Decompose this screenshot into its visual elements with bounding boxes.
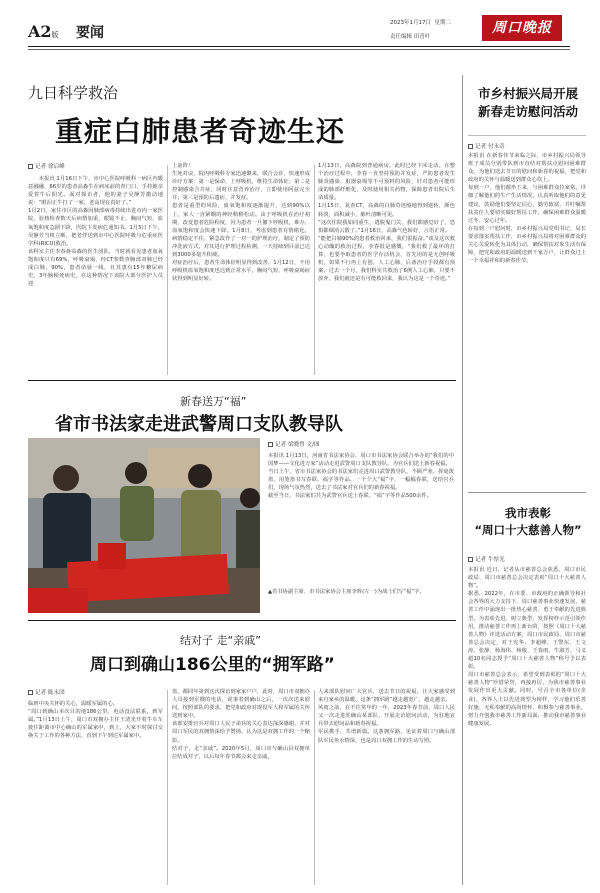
page-header bbox=[0, 0, 600, 65]
art3-body: 本报讯 1月13日，河南省书法家协会、周口市书法家协会联合举办的“我们的中国梦——文化进万家”活动走进武警周口支队教导队，为官兵们送上新春祝福。 当日上午，省市书法家协会的书法家们走进周口武警教导队，不顾严寒，挥毫泼墨，用笔墨书写春联、福字等作品，一个个大“福”字、一幅幅春联，送给官兵们，现场气氛热烈，送去了书法家对官兵们的新春祝福。 截至当日，书法家们共为武警官兵送上春联、“福”字等作品500余件。 bbox=[268, 453, 454, 500]
art3-top-rule bbox=[28, 380, 456, 381]
art3-byline: 记者 梁晓曾 文/图 bbox=[268, 440, 320, 448]
section-title: 要闻 bbox=[76, 25, 104, 41]
art2-rule bbox=[468, 135, 586, 136]
art5-top-rule bbox=[468, 492, 586, 493]
art5-byline: 记者 牛厚光 bbox=[468, 555, 505, 563]
page-editor: 责任编辑 田青叶 bbox=[390, 34, 431, 40]
header-rule-thin bbox=[28, 49, 570, 50]
art4-kicker: 结对子 走“亲戚” bbox=[180, 634, 261, 647]
art1-col2: 上前阵！ 生死对诀，院内呼吸科专家迅速聚来，联合会诊，快速形成诊疗方案：第一是保命，上呼吸机，维持生命体征；第二是控制感染合并症，同时注意营养治疗，立即使用阿兹完全并；第三是预防后遗症、并发症。 患者是重型的风险，血氧饱和度逐渐提升，达到90%以上，家人一直紧绷的神经稍稍松动。由于呼吸机在治疗初期，改变患者危险程度，因为患者一旦撤下呼吸机，难办，血氧饱和度会快速下降。1月8日，考虑到患者有情绪化，病情稳定不住，紧急改作了一对一的护理治疗，制定了预防冲洗液方式，对其进行护理过程检测，一天持续到目前已达到3000多毫升积痰。 对症治疗后，患者生命体征明显得到改善。1月12日，不用呼吸机血氧饱和度也达到正常水平，胸闷气短、呼吸衰竭症状得到明显好转。 bbox=[172, 163, 310, 283]
art4-byline: 记者 陈永团 bbox=[28, 688, 65, 696]
art4-top-rule bbox=[28, 620, 456, 621]
art3-kicker: 新春送万“福” bbox=[180, 395, 247, 408]
masthead-logo: 周口晚报 bbox=[482, 15, 562, 41]
art1-col1: 本报讯 1月16日下午，市中心医院呼吸科一病区内暖意融融，66岁的患者高森生在病床前的查门口，手持她亲爱着牛后阳光。面对探访者，他的妻子吴静芳激动地说：“眼泪正牛打了一家，老高现在真好了。” 1月2日，家住市区的高森因肺部病毒持续出进市内一家医院，验核检查数天后病情加重，眼镜不止、胸闷气短，血氧饱和度急剧下降，医院下发病危通知书。1月5日下午，吴静芳当机立断，把老伴送到市中心医院呼吸与危重症医学科(RICU)救治。 该科室主任李春蒋高森的医生团队，当时就看见患者血氧饱和度只有69%，呼吸衰竭，经CT参数查胸部双肺已经成白肺，90%，患者命悬一线，且其患有15年糖尿病史，3年脑梗死病史，在这种情况下该院大部分医护人员迎 bbox=[28, 176, 163, 288]
art1-headline: 重症白肺患者奇迹生还 bbox=[55, 115, 346, 148]
art1-col-divider bbox=[167, 165, 168, 375]
art4-col1: 临到中央关怀的关心，温暖军属的心。 “周口到确山本次目的地186公里，电话没法联系，到军属。”1月13日上午，周口市双拥办主任王清光开着牛车车驶往距离市中心确山的军属家中，到上，大家不时探讨交换关于工作的各种方法，直到下午到达军属家中。 bbox=[28, 701, 163, 740]
art5-body: 本报讯 近日，记者从市慈善总会获悉，周口市民政局、周口市慈善总会决定表彰“周口十大慈善人物”。 据悉，2022年，在市委、市政府的正确领导和社会各界的大力支持下，周口慈善事业快速发展，慈善工作中涌现出一批热心慈善、勇于奉献的先进典型。为表彰先进、树立典型，发挥榜样示范引领作用，推动慈善工作再上新台阶，按照《周口十大慈善人物》评选活动方案，周口市民政局、周口市慈善总会决定，对王宪华、李超峰、王警东、王文涛、张静、杨海伟、杨俊、王春雨、牛淑芳、马义超10名同志授予“周口十大慈善人物”称号予以表彰。 周口市慈善总会表示，希望受到表彰的“周口十大慈善人物”珍惜荣誉，再接再厉，为我市慈善事业发展作出更大贡献。同时，号召全市各单位(企业)、各界人士以先进典型为榜样，学习他们乐善好施、无私奉献的高尚情怀，积极参与慈善事业，努力开创我市慈善工作新局面，推动我市慈善事业健康发展。 bbox=[468, 567, 586, 727]
art1-kicker: 九日科学救治 bbox=[28, 84, 119, 102]
calligraphy-photo-illustration bbox=[28, 438, 260, 613]
art3-headline: 省市书法家走进武警周口支队教导队 bbox=[55, 414, 343, 435]
art1-col-divider bbox=[314, 165, 315, 375]
art4-col2: 盘，都同年第到这次探访到家家户户，此时，周口市双拥办人员接到军嫂的电话，说事着到确山之后，一次次送来慰问，按照部队的要求，把党和政府对现役军人和军属的关怀送到家中。 该部安排官兵对周口人民子弟兵的关心表达深深感谢，并对周口军民的双拥情深给予赞扬，认为这是双拥工作的一个缩影。 结对子，走“亲戚”。2020年5月，周口市与确山县双拥单位结成对子，以后每年春节都会来走亲戚。 bbox=[172, 689, 310, 760]
right-column-rule bbox=[462, 75, 463, 885]
art4-col-divider bbox=[167, 690, 168, 885]
art1-col3: 1月13日，高森院到普通病房。此时已经下床走动。在整个治疗过程中，李春一直坚持预防并发症，严防患者发生肺炎感染、脏器衰竭等不可预料的风险，针对患者可能形成的肺部纤维化，及时使用相关药物，保障患者出院后生命质量。 1月15日，复查CT，高森的白肺奇迹般地得到逆转，颜色转淡，面积减小，肺叶清晰可见。 “这次住院我如同重生，逃脱鬼门关，我们都感觉好了，恐惧都烟消云散了。”1月16日，高森气色转好，言语正常。 “能把白肺90%的患者救治回来，我们很振奋。”谈及这次救心动魄的救治过程，李春很是感慨，“我们救了最坏的打算，也要争取患者的医学存活机会，首先用的是无创呼吸机，如果不行再上有创，人工心肺，后备治疗手段都有预案。过去一个月，我们科室共救治了6例人工心肺，只要不放弃，我们就还是有可能救回来，我认为这是一个奇迹。” bbox=[318, 163, 455, 283]
art3-caption: ▲省书协副主席、市书法家协会主席李辉(左一)为战士们写“福”字。 bbox=[268, 589, 425, 595]
art2-byline: 记者 付永奇 bbox=[468, 142, 505, 150]
art4-col-divider bbox=[314, 690, 315, 885]
art5-headline: 我市表彰 “周口十大慈善人物” bbox=[474, 506, 582, 537]
calligraphy-photo bbox=[28, 438, 260, 613]
art2-body: 本报讯 在新春佳节来临之际，市乡村振兴局领导班子成员分别带队到市直结对帮扶点慰问困难群众，为他们送去节日的慰问和新春的祝福，把党和政府的关怀与温暖送到群众心坎上。 每到一户，他们都坐下来，与困难群众拉家常，详细了解他们的生产生活情况，认真听取他们的意见建议，鼓励他们要坚定信心，勤劳致富，并叮嘱帮扶责任人要切实做好帮扶工作，确保困难群众温暖过冬、安心过年。 在每到一户慰问时，市乡村振兴局党组书记、局长要求落实帮扶工作，市乡村振兴局将对困难群众的关心关爱转化为具体行动，确保帮扶对象生活有保障，把党和政府的温暖送到千家万户，让群众过上一个幸福祥和的新春佳节。 bbox=[468, 153, 586, 265]
art2-headline: 市乡村振兴局开展 新春走访慰问活动 bbox=[477, 86, 578, 119]
art4-headline: 周口到确山186公里的“拥军路” bbox=[90, 655, 335, 675]
page-number: A2版 bbox=[28, 22, 59, 41]
art4-col3: 人来部队慰问广大官兵，送去节日的祝福，让大家感受到来自家乡的温暖，这条“拥军路”越走越宽广，越走越亲。 风雨之前，在不往常年的一年，2023年春节前，周口人民又一次走进驻确山某部队，开展走访慰问活动，为驻地官兵带去慰问品和新春祝福。 军民携手，共谱新篇。这条拥军路，见证着周口与确山部队军民鱼水情深，也是周口双拥工作的生动写照。 bbox=[318, 689, 455, 744]
header-rule bbox=[28, 46, 570, 47]
issue-date: 2023年1月17日 星期二 bbox=[390, 20, 452, 26]
art1-byline: 记者 徐启峰 bbox=[28, 162, 65, 170]
